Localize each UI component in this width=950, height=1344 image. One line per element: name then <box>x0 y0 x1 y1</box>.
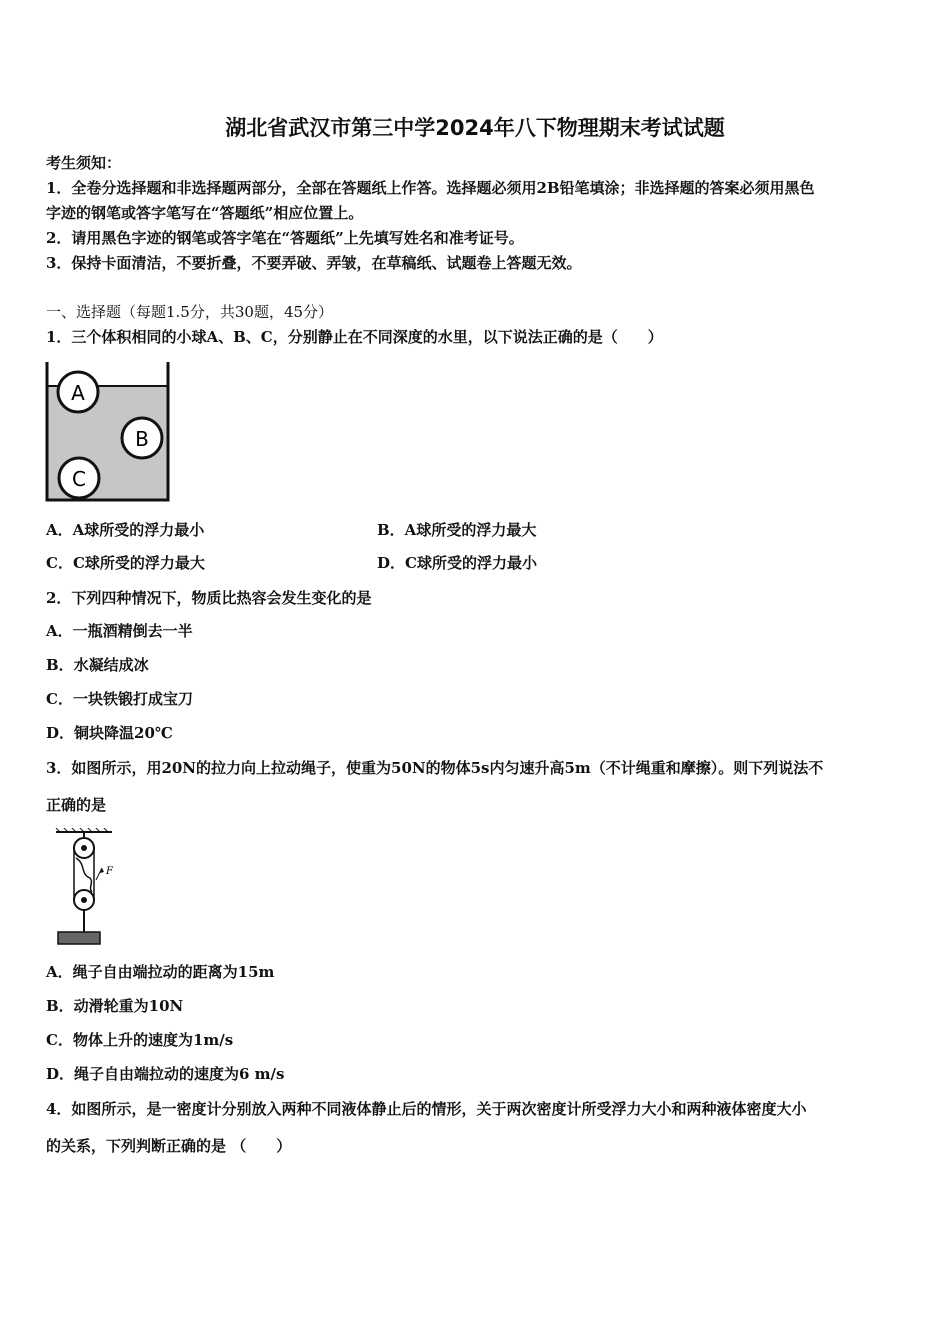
page-title: 湖北省武汉市第三中学2024年八下物理期末考试试题 <box>225 116 725 140</box>
q2-option-c[interactable]: C．一块铁锻打成宝刀 <box>46 690 193 708</box>
notice-line-1b: 字迹的钢笔或答字笔写在“答题纸”相应位置上。 <box>46 204 364 222</box>
q1-option-a[interactable]: A．A球所受的浮力最小 <box>46 521 205 539</box>
q3-option-c[interactable]: C．物体上升的速度为1m/s <box>46 1031 234 1049</box>
q2-stem: 2．下列四种情况下，物质比热容会发生变化的是 <box>46 589 372 607</box>
q1-option-d[interactable]: D．C球所受的浮力最小 <box>377 554 537 572</box>
ball-b-label: B <box>135 427 149 451</box>
q3-pulley-figure <box>50 828 122 948</box>
q2-option-a[interactable]: A．一瓶酒精倒去一半 <box>46 622 193 640</box>
q1-option-b[interactable]: B．A球所受的浮力最大 <box>377 521 537 539</box>
notice-line-1a: 1．全卷分选择题和非选择题两部分，全部在答题纸上作答。选择题必须用2B铅笔填涂；非选择题的答案必须用黑色 <box>46 179 815 197</box>
q1-option-c[interactable]: C．C球所受的浮力最大 <box>46 554 205 572</box>
q3-option-a[interactable]: A．绳子自由端拉动的距离为15m <box>46 963 275 981</box>
force-label: F <box>106 866 113 877</box>
notice-heading: 考生须知： <box>46 154 122 172</box>
ball-a-label: A <box>71 381 85 405</box>
q1-water-tank-figure <box>44 360 172 504</box>
q1-stem: 1．三个体积相同的小球A、B、C，分别静止在不同深度的水里，以下说法正确的是（ ） <box>46 328 663 346</box>
ball-c-label: C <box>72 467 86 491</box>
q3-stem-line-2: 正确的是 <box>46 796 107 814</box>
q3-option-d[interactable]: D．绳子自由端拉动的速度为6 m/s <box>46 1065 285 1083</box>
notice-line-3: 3．保持卡面清洁，不要折叠，不要弄破、弄皱，在草稿纸、试题卷上答题无效。 <box>46 254 582 272</box>
q3-option-b[interactable]: B．动滑轮重为10N <box>46 997 184 1015</box>
section-heading: 一、选择题（每题1.5分，共30题，45分） <box>46 303 334 321</box>
load-block <box>58 932 100 944</box>
notice-line-2: 2．请用黑色字迹的钢笔或答字笔在“答题纸”上先填写姓名和准考证号。 <box>46 229 524 247</box>
q4-stem-line-2: 的关系，下列判断正确的是 （ ） <box>46 1137 292 1155</box>
q2-option-b[interactable]: B．水凝结成冰 <box>46 656 149 674</box>
q2-option-d[interactable]: D．铜块降温20℃ <box>46 724 173 742</box>
q3-stem-line-1: 3．如图所示，用20N的拉力向上拉动绳子，使重为50N的物体5s内匀速升高5m（不计绳重和摩擦）。则下列说法不 <box>46 759 824 777</box>
q4-stem-line-1: 4．如图所示，是一密度计分别放入两种不同液体静止后的情形，关于两次密度计所受浮力大小和两种液体密度大小 <box>46 1100 807 1118</box>
